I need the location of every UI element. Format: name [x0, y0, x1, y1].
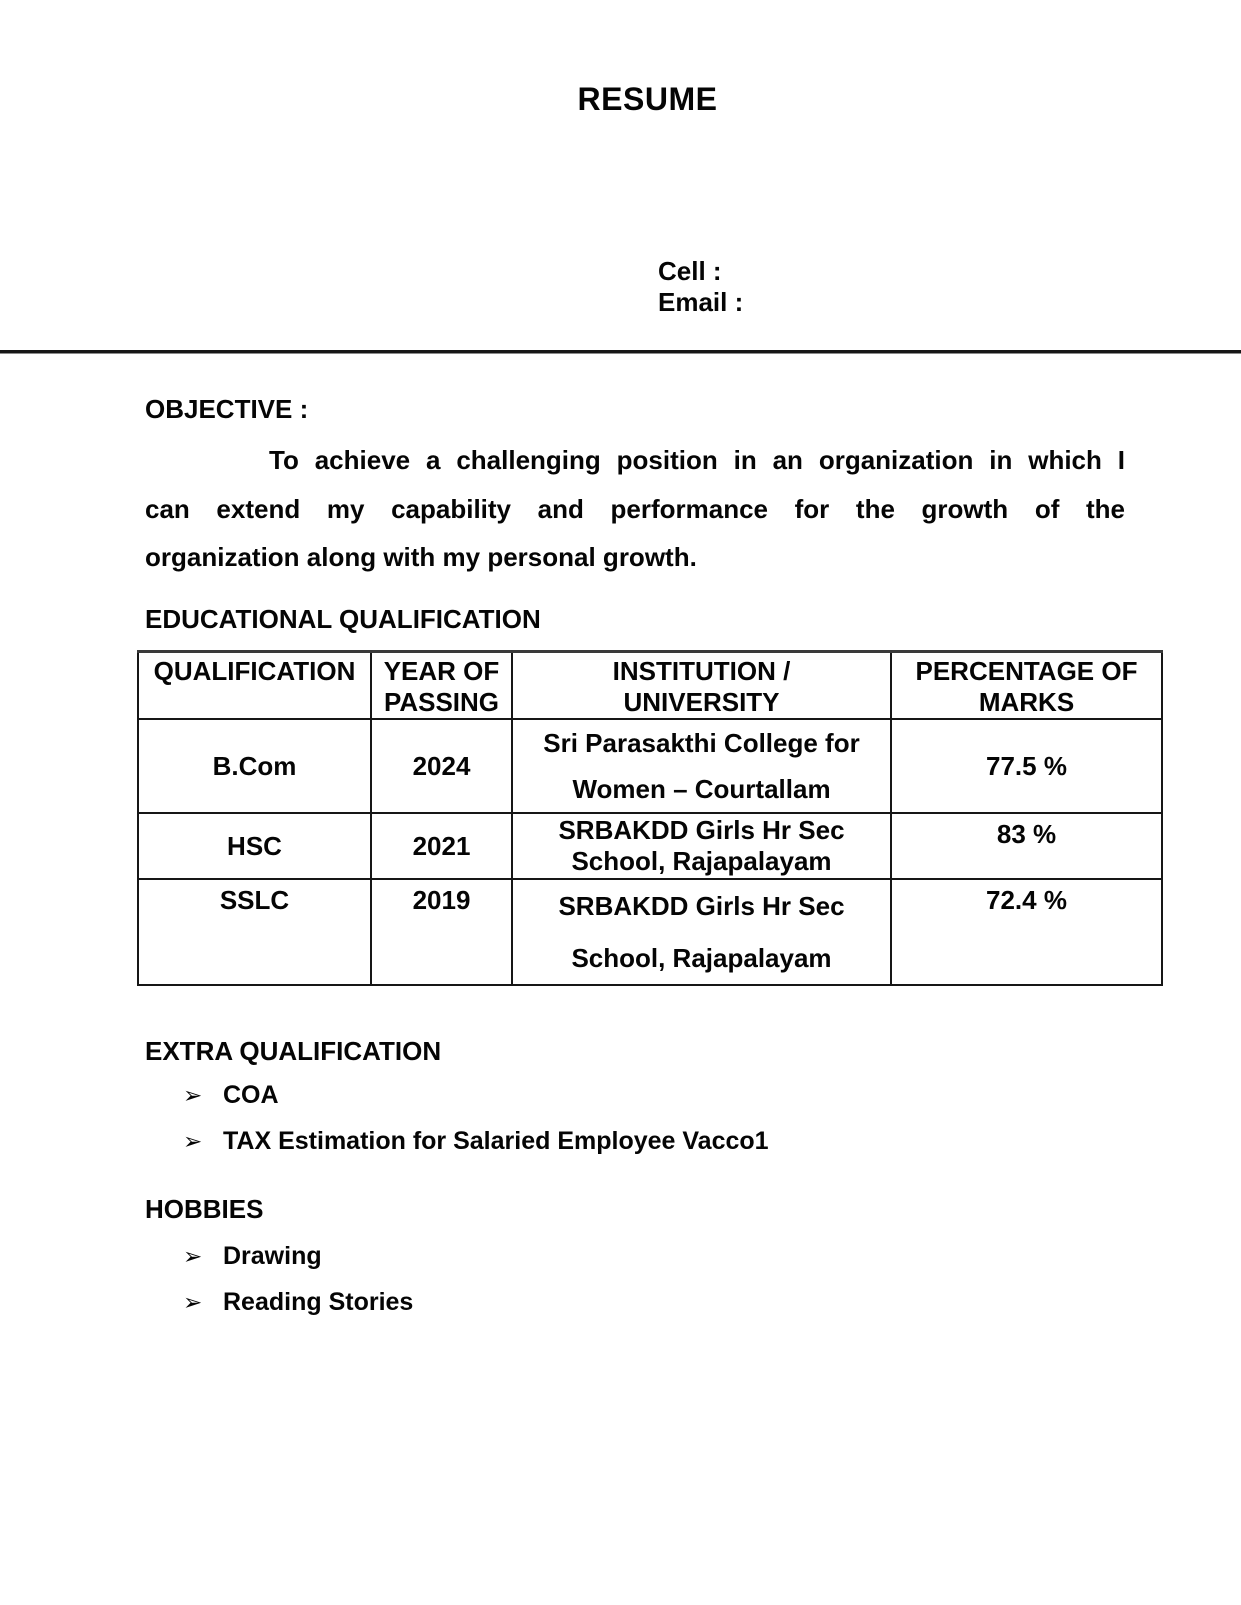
objective-heading: OBJECTIVE :: [145, 394, 309, 424]
header-line: YEAR OF: [383, 656, 500, 686]
header-line: UNIVERSITY: [623, 687, 780, 717]
institution-line: School, Rajapalayam: [571, 943, 832, 973]
institution-cell: [512, 879, 891, 985]
percentage-of-marks-header: [891, 652, 1162, 720]
arrow-bullet-icon: ➢: [183, 1243, 203, 1269]
percentage-cell: 83 %: [891, 813, 1162, 879]
year-cell: 2019: [371, 879, 512, 985]
contact-block: [658, 256, 743, 318]
document-title: RESUME: [577, 81, 718, 117]
arrow-bullet-icon: ➢: [183, 1289, 203, 1315]
institution-cell: [512, 813, 891, 879]
arrow-bullet-icon: ➢: [183, 1082, 203, 1108]
education-table: [137, 650, 1163, 986]
institution-line: Women – Courtallam: [572, 774, 831, 804]
qualification-cell: B.Com: [138, 719, 371, 813]
year-cell: 2024: [371, 719, 512, 813]
institution-line: School, Rajapalayam: [571, 846, 832, 876]
header-line: PERCENTAGE OF: [915, 656, 1138, 686]
education-heading: EDUCATIONAL QUALIFICATION: [145, 604, 541, 634]
qualification-cell: HSC: [138, 813, 371, 879]
objective-paragraph: [145, 436, 1125, 582]
table-row-bcom: [138, 719, 1162, 813]
table-header-row: [138, 652, 1162, 720]
objective-line: can extend my capability and performance for the growth of the: [145, 493, 1125, 524]
percentage-cell: 77.5 %: [891, 719, 1162, 813]
year-of-passing-header: [371, 652, 512, 720]
list-item: [183, 1126, 769, 1156]
email-label: Email :: [658, 287, 744, 317]
institution-university-header: [512, 652, 891, 720]
extra-qualification-heading: EXTRA QUALIFICATION: [145, 1036, 442, 1066]
list-item-label: Drawing: [223, 1242, 322, 1270]
percentage-cell: 72.4 %: [891, 879, 1162, 985]
list-item-label: COA: [223, 1081, 279, 1109]
separator-line: [0, 350, 1241, 354]
table-row-hsc: [138, 813, 1162, 879]
cell-label: Cell :: [658, 256, 722, 286]
list-item: [183, 1241, 322, 1271]
header-line: PASSING: [383, 687, 500, 717]
list-item-label: TAX Estimation for Salaried Employee Vacco1: [223, 1127, 769, 1155]
qualification-header: [138, 652, 371, 720]
list-item-label: Reading Stories: [223, 1288, 414, 1316]
list-item: [183, 1080, 279, 1110]
institution-line: Sri Parasakthi College for: [543, 728, 860, 758]
hobbies-heading: HOBBIES: [145, 1194, 264, 1224]
institution-line: SRBAKDD Girls Hr Sec: [558, 815, 845, 845]
institution-cell: [512, 719, 891, 813]
arrow-bullet-icon: ➢: [183, 1128, 203, 1154]
objective-line: To achieve a challenging position in an organization in which I: [269, 445, 1125, 475]
list-item: [183, 1287, 413, 1317]
objective-line: organization along with my personal growth.: [145, 542, 697, 572]
header-line: QUALIFICATION: [153, 656, 356, 686]
institution-line: SRBAKDD Girls Hr Sec: [558, 891, 845, 921]
table-row-sslc: [138, 879, 1162, 985]
year-cell: 2021: [371, 813, 512, 879]
header-line: INSTITUTION /: [612, 656, 791, 686]
qualification-cell: SSLC: [138, 879, 371, 985]
header-line: MARKS: [978, 687, 1075, 717]
